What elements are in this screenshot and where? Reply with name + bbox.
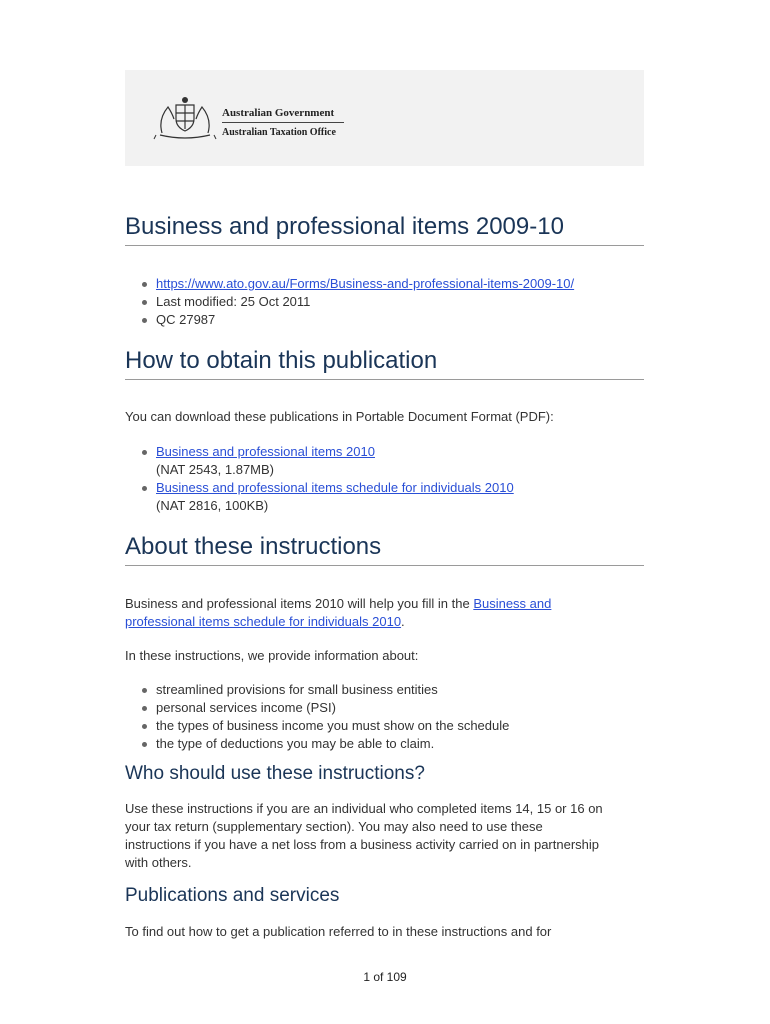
- list-item: Last modified: 25 Oct 2011: [140, 293, 574, 311]
- who-line: with others.: [125, 855, 192, 870]
- who-line: your tax return (supplementary section). You may also need to use these: [125, 819, 543, 834]
- list-item: personal services income (PSI): [140, 699, 509, 717]
- about-heading: About these instructions: [125, 533, 644, 566]
- publications-heading: Publications and services: [125, 885, 340, 906]
- coat-of-arms-icon: [152, 95, 218, 141]
- list-item: the type of deductions you may be able to claim.: [140, 735, 509, 753]
- list-item: [140, 479, 514, 515]
- who-text: [125, 800, 644, 872]
- publications-text: To find out how to get a publication referred to in these instructions and for: [125, 924, 552, 939]
- page-title: Business and professional items 2009-10: [125, 213, 644, 246]
- list-item: [140, 443, 514, 479]
- download-link-items[interactable]: Business and professional items 2010: [156, 444, 375, 459]
- government-name: Australian Government: [222, 107, 344, 123]
- about-intro-text: Business and professional items 2010 will help you fill in the: [125, 596, 474, 611]
- list-item: the types of business income you must show on the schedule: [140, 717, 509, 735]
- list-item: streamlined provisions for small business entities: [140, 681, 509, 699]
- download-detail: (NAT 2543, 1.87MB): [156, 462, 275, 477]
- download-link-schedule[interactable]: Business and professional items schedule for individuals 2010: [156, 480, 514, 495]
- who-line: Use these instructions if you are an individual who completed items 14, 15 or 16 on: [125, 801, 603, 816]
- list-item: QC 27987: [140, 311, 574, 329]
- obtain-intro: You can download these publications in Portable Document Format (PDF):: [125, 409, 554, 424]
- source-url-link[interactable]: https://www.ato.gov.au/Forms/Business-and-professional-items-2009-10/: [156, 276, 575, 291]
- agency-name: Australian Taxation Office: [222, 127, 336, 138]
- who-heading: Who should use these instructions?: [125, 763, 425, 784]
- topics-list: [140, 681, 509, 753]
- header-banner: [125, 70, 644, 166]
- list-item[interactable]: [140, 275, 574, 293]
- download-list: [140, 443, 514, 515]
- schedule-link[interactable]: Business and: [473, 596, 552, 611]
- who-line: instructions if you have a net loss from a business activity carried on in partnership: [125, 837, 600, 852]
- page-indicator: 1 of 109: [363, 970, 407, 984]
- about-intro: [125, 595, 644, 631]
- download-detail: (NAT 2816, 100KB): [156, 498, 269, 513]
- meta-list: [140, 275, 574, 329]
- schedule-link[interactable]: professional items schedule for individuals 2010: [125, 614, 402, 629]
- provide-text: In these instructions, we provide information about:: [125, 648, 419, 663]
- about-intro-end: .: [401, 614, 405, 629]
- obtain-heading: How to obtain this publication: [125, 347, 644, 380]
